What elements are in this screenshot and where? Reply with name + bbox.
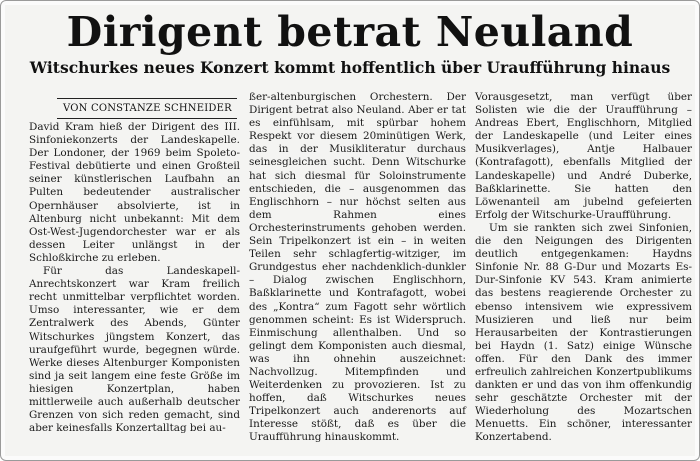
headline: Dirigent betrat Neuland	[66, 8, 634, 56]
column-2-paragraph-1: ßer-altenburgischen Orchestern. Der Dirigent betrat also Neuland. Aber er tat es einfühlsam, mit spürbar hohem Respekt vor diesem 20minütigen Werk, das in der Musikliteratur durchaus seinesgleichen sucht. Denn Witschurke hat sich diesmal für Soloinstrumente entschieden, die – ausgenommen das Englischhorn – nur höchst selten aus dem Rahmen eines Orchesterinstruments gehoben werden. Sein Tripelkonzert ist ein – in weiten Teilen sehr schlagfertig-witziger, im Grundgestus eher nachdenklich-dunkler – Dialog zwischen Englischhorn, Baßklarinette und Kontrafagott, wobei des „Kontra“ zum Fagott sehr wörtlich genommen scheint: Es ist Widerspruch. Einmischung allenthalben. Und so gelingt dem Komponisten auch diesmal, was ihn ohnehin auszeichnet: Nachvollzug. Mitempfinden und Weiterdenken zu provozieren. Ist zu hoffen, daß Witschurkes neues Tripelkonzert auch anderenorts auf Interesse stößt, daß es über die Uraufführung hinauskommt.	[249, 91, 466, 444]
column-3-paragraph-1: Vorausgesetzt, man verfügt über Solisten wie die der Uraufführung – Andreas Ebert, Englischhorn, Mitglied der Landeskapelle (und Leiter eines Musikverlages), Antje Halbauer (Kontrafagott), ebenfalls Mitglied der Landeskapelle) und André Duberke, Baßklarinette. Sie hatten den Löwenanteil am jubelnd gefeierten Erfolg der Witschurke-Uraufführung.	[475, 91, 692, 221]
article-column-1	[29, 121, 240, 435]
subheadline: Witschurkes neues Konzert kommt hoffentlich über Uraufführung hinaus	[29, 58, 671, 77]
column-3-paragraph-2: Um sie rankten sich zwei Sinfonien, die den Neigungen des Dirigenten deutlich entgegenkamen: Haydns Sinfonie Nr. 88 G-Dur und Mozarts Es-Dur-Sinfonie KV 543. Kram animierte das bestens reagierende Orchester zu ebenso intensivem wie expressivem Musizieren und ließ nur beim Herausarbeiten der Kontrastierungen bei Haydn (1. Satz) einige Wünsche offen. Für den Dank des immer erfreulich zahlreichen Konzertpublikums dankten er und das von ihm offenkundig sehr geschätzte Orchester mit der Wiederholung des Mozartschen Menuetts. Ein schöner, interessanter Konzertabend.	[475, 221, 692, 444]
article-column-3	[475, 91, 692, 445]
column-1-paragraph-2: Für das Landeskapell-Anrechtskonzert war Kram freilich recht unmittelbar verpflichtet worden. Umso interessanter, wie er dem Zentralwerk des Abends, Günter Witschurkes jüngstem Konzert, das uraufgeführt wurde, begegnen würde. Werke dieses Altenburger Komponisten sind ja seit langem eine feste Größe im hiesigen Konzertplan, haben mittlerweile auch außerhalb deutscher Grenzen von sich reden gemacht, sind aber keinesfalls Konzertalltag bei au-	[29, 265, 240, 435]
byline-rule-bottom	[57, 118, 237, 119]
newspaper-clipping	[5, 5, 695, 456]
article-column-2	[249, 91, 466, 445]
column-1-paragraph-1: David Kram hieß der Dirigent des III. Sinfoniekonzerts der Landeskapelle. Der Londoner, der 1969 beim Spoleto-Festival debütierte und einen Großteil seiner künstlerischen Laufbahn an Pulten bedeutender australischer Opernhäuser absolvierte, ist in Altenburg nicht unbekannt: Mit dem Ost-West-Jugendorchester war er als dessen Leiter unlängst in der Schloßkirche zu erleben.	[29, 121, 240, 264]
byline: VON CONSTANZE SCHNEIDER	[63, 103, 232, 114]
byline-rule-top	[57, 98, 237, 99]
